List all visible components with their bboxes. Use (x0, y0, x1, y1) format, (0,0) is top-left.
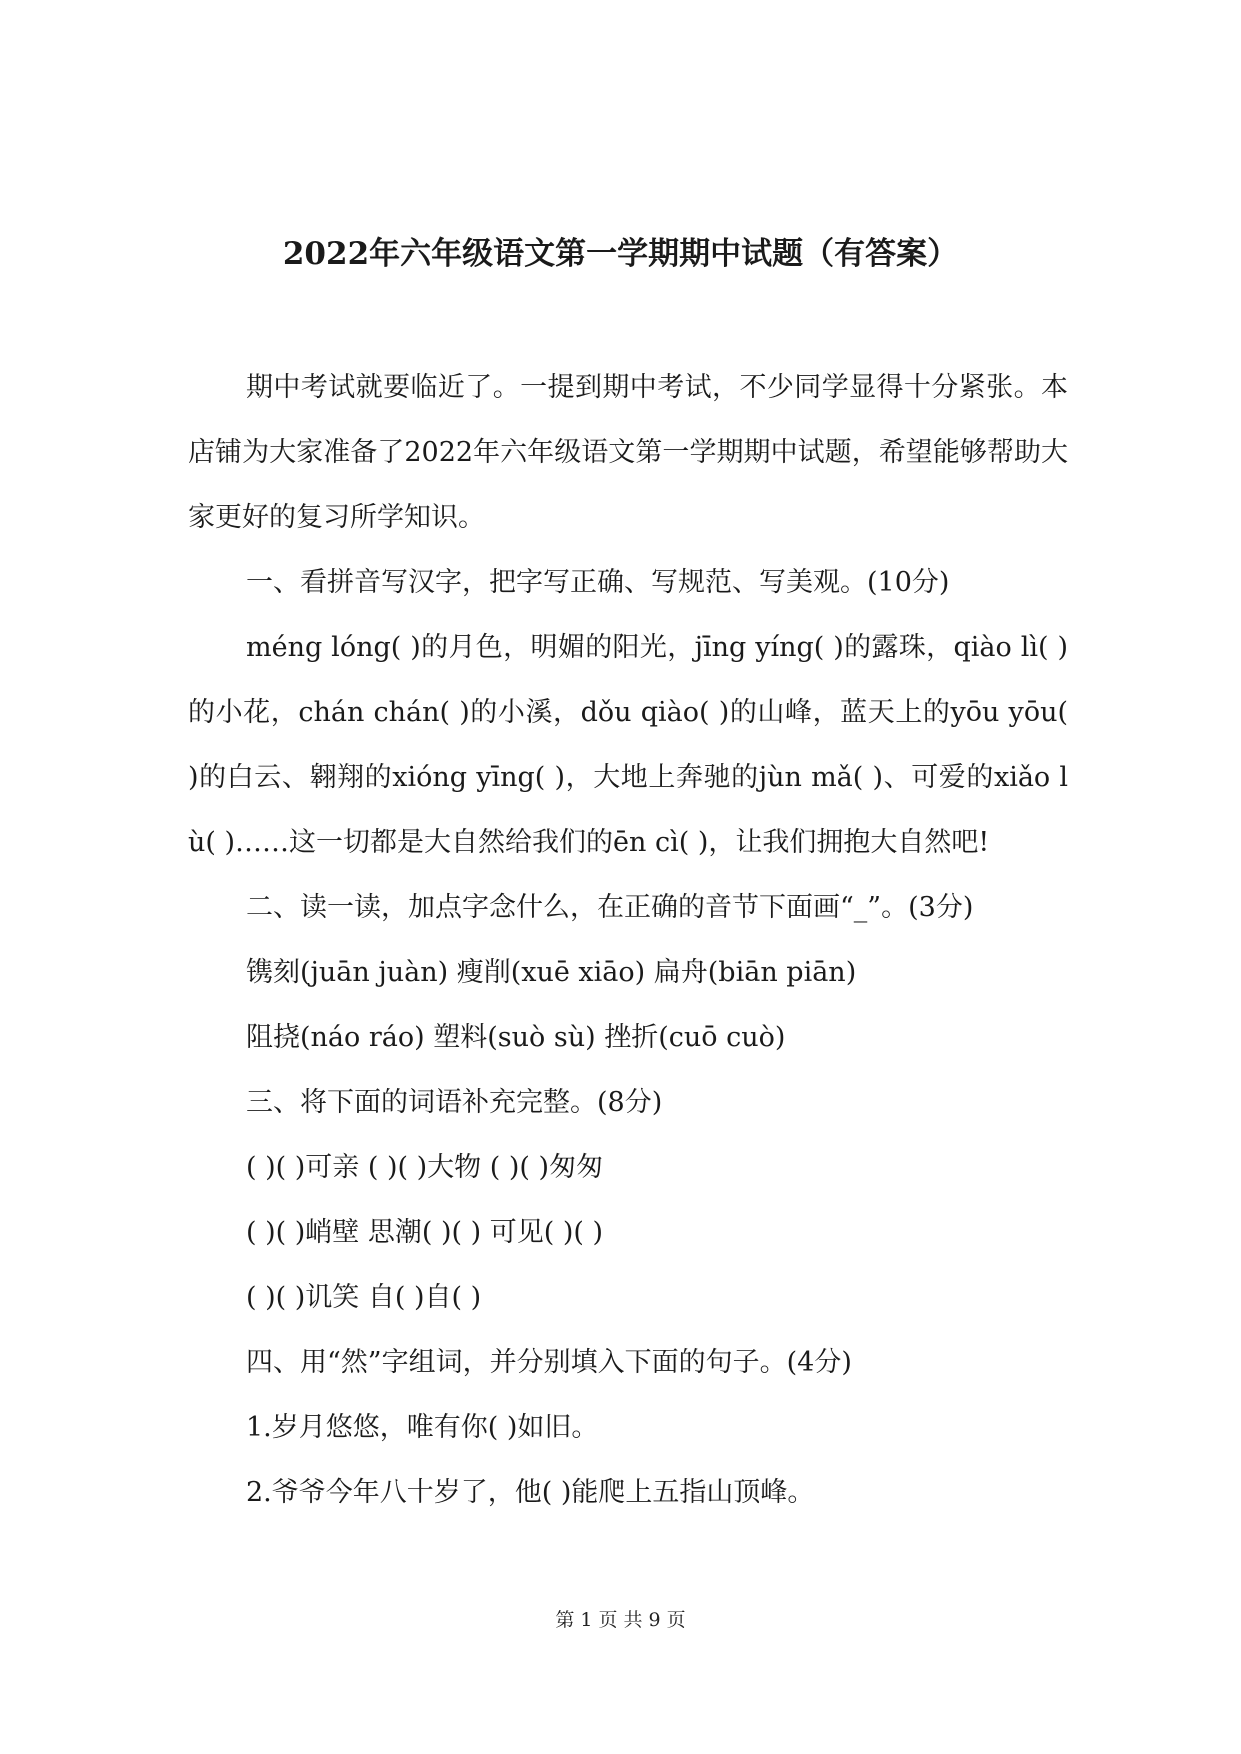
section2-line-2: 阻挠(náo ráo) 塑料(suò sù) 挫折(cuō cuò) (246, 1022, 786, 1053)
page-number-footer: 第 1 页 共 9 页 (555, 1609, 686, 1631)
section3-line-3: ( )( )讥笑 自( )自( ) (246, 1282, 482, 1313)
section3-heading: 三、将下面的词语补充完整。(8分) (246, 1087, 663, 1118)
document-title: 2022年六年级语文第一学期期中试题（有答案） (282, 236, 959, 272)
section3-line-2: ( )( )峭壁 思潮( )( ) 可见( )( ) (246, 1217, 604, 1248)
section1-text: méng lóng( )的月色，明媚的阳光，jīng yíng( )的露珠，qiào lì( )的小花，chán chán( )的小溪，dǒu qiào( )的山峰，蓝天上的yōu yōu( )的白云、翱翔的xióng yīng( )，大地上奔驰的jùn mǎ( )、可爱的xiǎo lù( )……这一切都是大自然给我们的ēn cì( )，让我们拥抱大自然吧! (188, 632, 1068, 858)
section1-heading: 一、看拼音写汉字，把字写正确、写规范、写美观。(10分) (246, 567, 950, 598)
section4-heading: 四、用“然”字组词，并分别填入下面的句子。(4分) (246, 1347, 852, 1378)
section3-line-1: ( )( )可亲 ( )( )大物 ( )( )匆匆 (246, 1152, 604, 1183)
intro-paragraph: 期中考试就要临近了。一提到期中考试，不少同学显得十分紧张。本店铺为大家准备了2022年六年级语文第一学期期中试题，希望能够帮助大家更好的复习所学知识。 (188, 372, 1068, 533)
document-body (188, 355, 1068, 1525)
section4-item-2: 2.爷爷今年八十岁了，他( )能爬上五指山顶峰。 (246, 1477, 815, 1508)
section2-line-1: 镌刻(juān juàn) 瘦削(xuē xiāo) 扁舟(biān piān) (246, 957, 857, 988)
section4-item-1: 1.岁月悠悠，唯有你( )如旧。 (246, 1412, 599, 1443)
section2-heading: 二、读一读，加点字念什么，在正确的音节下面画“_”。(3分) (246, 892, 974, 923)
